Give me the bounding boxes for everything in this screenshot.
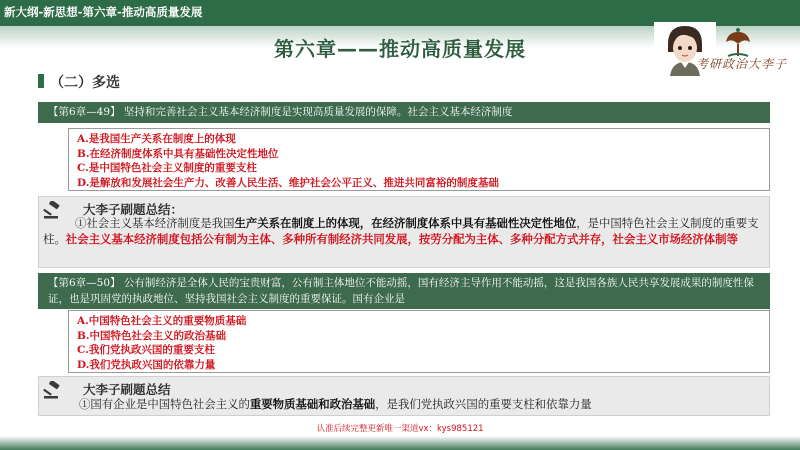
summary-text: ①社会主义基本经济制度是我国	[75, 216, 235, 230]
summary-highlight-bold: 生产关系在制度上的体现，在经济制度体系中具有基础性决定性地位	[234, 216, 577, 230]
option-b: B.中国特色社会主义的政治基础	[77, 329, 227, 342]
summary-highlight-red: 社会主义基本经济制度包括公有制为主体、多种所有制经济共同发展，按劳分配为主体、多种分配方式并存，社会主义市场经济体制等	[65, 232, 738, 246]
summary-body	[43, 215, 759, 247]
question-options-50	[68, 310, 770, 373]
summary-text: ，是中国特色社会主义制度的重要支柱。	[43, 216, 759, 246]
question-stem-50: 【第6章—50】 公有制经济是全体人民的宝贵财富，公有制主体地位不能动摇，国有经济主导作用不能动摇，这是我国各族人民共享发展成果的制度性保证，也是巩固党的执政地位、坚持我国社会主义制度的重要保证。国有企业是	[38, 273, 770, 309]
question-options-49	[68, 128, 770, 191]
option-d: D.是解放和发展社会生产力、改善人民生活、维护社会公平正义、推进共同富裕的制度基础	[77, 176, 499, 189]
summary-highlight-bold: 重要物质基础和政治基础	[249, 397, 376, 411]
bottom-band	[0, 436, 800, 450]
summary-body	[79, 396, 759, 412]
option-c: C.我们党执政兴国的重要支柱	[77, 344, 215, 356]
option-a: A.中国特色社会主义的重要物质基础	[77, 315, 247, 327]
section-marker	[38, 74, 44, 88]
summary-text: ①国有企业是中国特色社会主义的	[79, 397, 250, 411]
summary-box-50	[38, 376, 770, 416]
option-b: B.在经济制度体系中具有基础性决定性地位	[77, 147, 279, 160]
summary-box-49	[38, 196, 770, 268]
footer-note: 认准后续完整更新唯一渠道vx：kys985121	[316, 424, 484, 434]
summary-text: ，是我们党执政兴国的重要支柱和依靠力量	[375, 397, 592, 411]
option-d: D.我们党执政兴国的依靠力量	[77, 358, 216, 371]
page-title: 第六章——推动高质量发展	[274, 37, 526, 61]
breadcrumb: 新大纲-新思想-第六章-推动高质量发展	[4, 5, 203, 19]
section-label: （二）多选	[50, 75, 120, 91]
option-a: A.是我国生产关系在制度上的体现	[77, 133, 236, 145]
question-stem-49: 【第6章—49】 坚持和完善社会主义基本经济制度是实现高质量发展的保障。社会主义基本经济制度	[38, 102, 770, 123]
summary-title: 大李子刷题总结：	[83, 202, 184, 217]
option-c: C.是中国特色社会主义制度的重要支柱	[77, 162, 257, 174]
gavel-icon	[43, 381, 63, 399]
brand-text: 考研政治大李子	[696, 57, 788, 71]
summary-title: 大李子刷题总结	[83, 382, 171, 397]
